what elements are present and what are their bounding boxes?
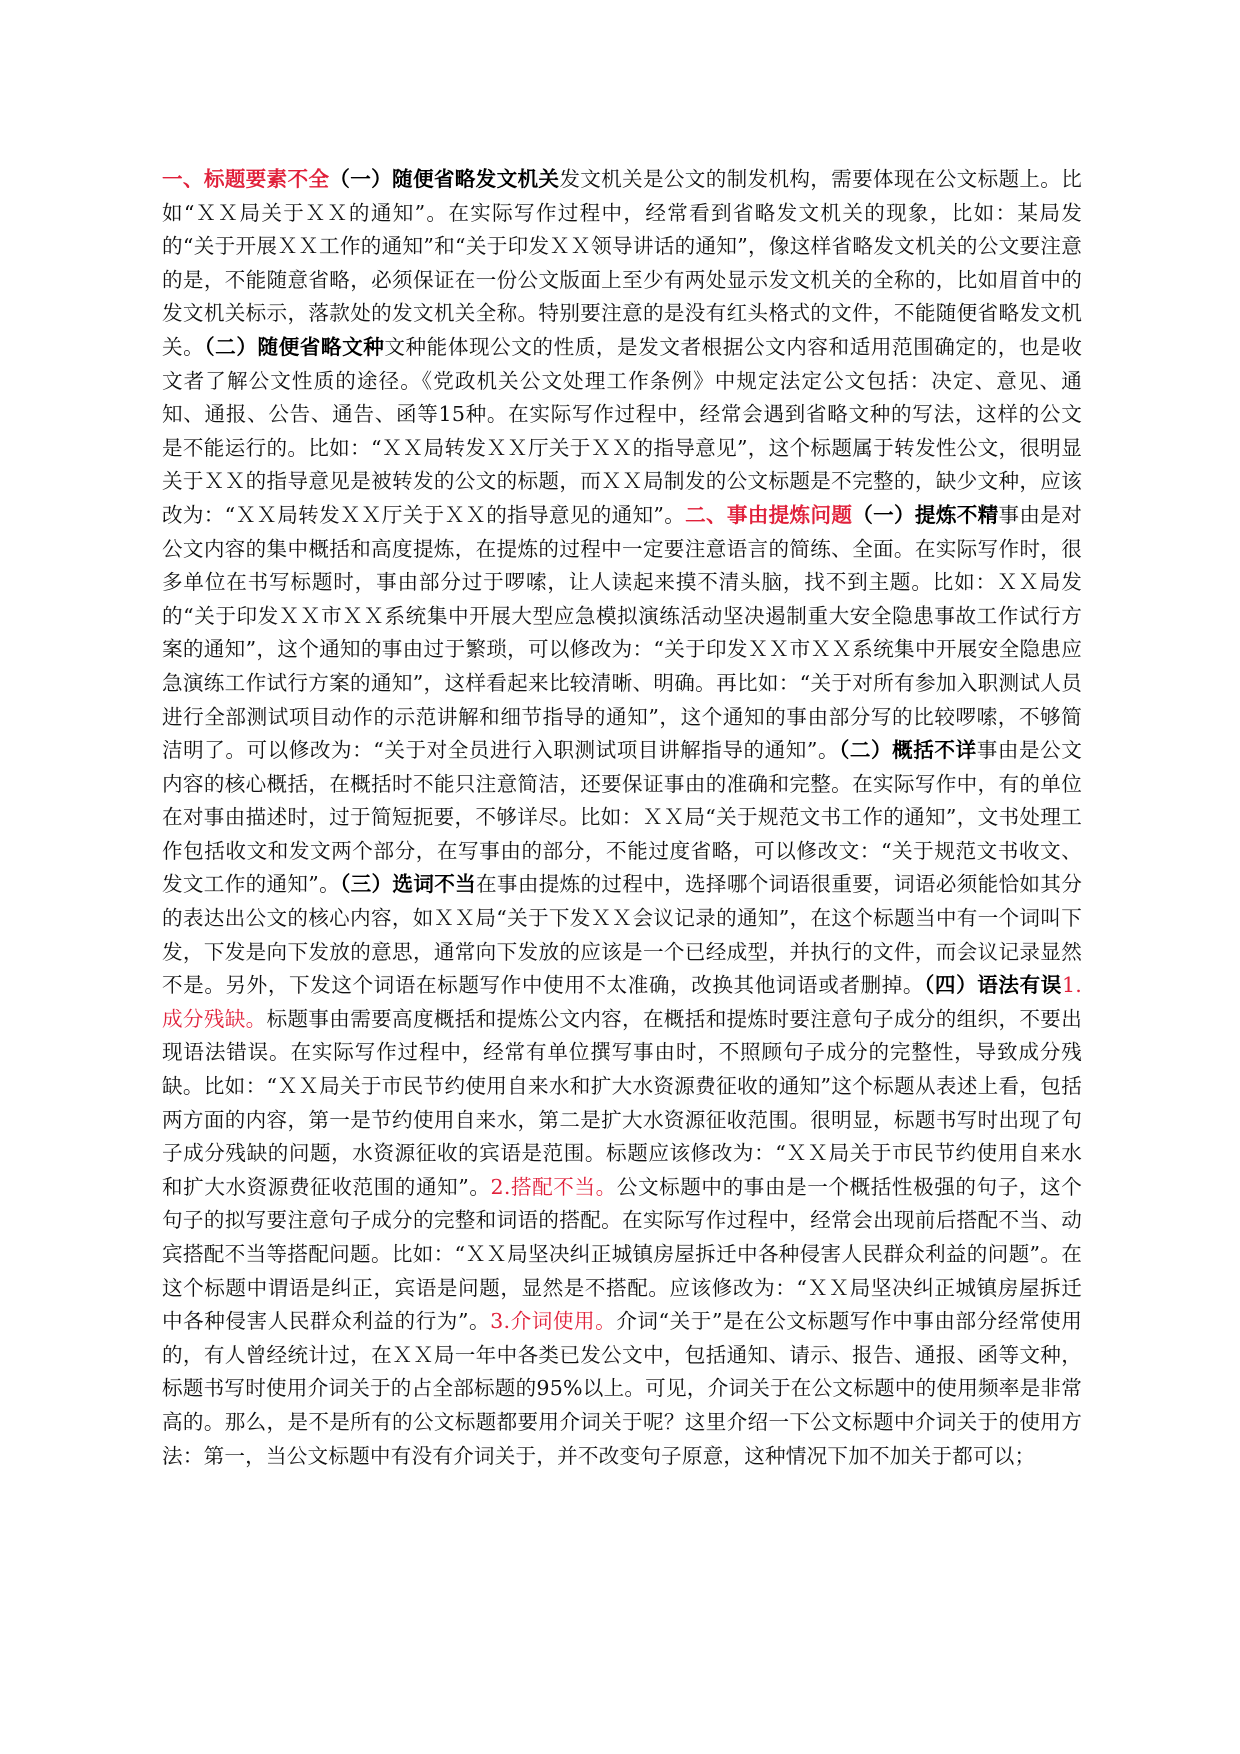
text-segment: 文种能体现公文的性质，是发文者根据公文内容和适用范围确定的，也是收文者了解公文性质的途径。《党政机关公文处理工作条例》中规定法定公文包括：决定、意见、通知、通报、公告、通告、函等15种。在实际写作过程中，经常会遇到省略文种的写法，这样的公文是不能运行的。比如：“ＸＸ局转发ＸＸ厅关于ＸＸ的指导意见”，这个标题属于转发性公文，很明显关于ＸＸ的指导意见是被转发的公文的标题，而ＸＸ局制发的公文标题是不完整的，缺少文种，应该改为：“ＸＸ局转发ＸＸ厅关于ＸＸ的指导意见的通知”。 <box>162 334 1082 527</box>
text-segment: 标题事由需要高度概括和提炼公文内容，在概括和提炼时要注意句子成分的组织，不要出现语法错误。在实际写作过程中，经常有单位撰写事由时，不照顾句子成分的完整性，导致成分残缺。比如：“ＸＸ局关于市民节约使用自来水和扩大水资源费征收的通知”这个标题从表述上看，包括两方面的内容，第一是节约使用自来水，第二是扩大水资源征收范围。很明显，标题书写时出现了句子成分残缺的问题，水资源征收的宾语是范围。标题应该修改为：“ＸＸ局关于市民节约使用自来水和扩大水资源费征收范围的通知”。 <box>162 1006 1083 1199</box>
subheading-2-2: （二）概括不详 <box>839 738 977 763</box>
subheading-2-4: （四）语法有误 <box>924 973 1062 998</box>
text-segment: 发文机关是公文的制发机构，需要体现在公文标题上。比如“ＸＸ局关于ＸＸ的通知”。在实际写作过程中，经常看到省略发文机关的现象，比如：某局发的“关于开展ＸＸ工作的通知”和“关于印发ＸＸ领导讲话的通知”，像这样省略发文机关的公文要注意的是，不能随意省略，必须保证在一份公文版面上至少有两处显示发文机关的全称的，比如眉首中的发文机关标示，落款处的发文机关全称。特别要注意的是没有红头格式的文件，不能随便省略发文机关。 <box>162 167 1082 359</box>
subheading-1-1: （一）随便省略发文机关 <box>329 167 560 191</box>
numbered-item-1: 1.成分残缺。 <box>162 973 1082 1031</box>
text-segment: 介词“关于”是在公文标题写作中事由部分经常使用的，有人曾经统计过，在ＸＸ局一年中各类已发公文中，包括通知、请示、报告、通报、函等文种，标题书写时使用介词关于的占全部标题的95%以上。可见，介词关于在公文标题中的使用频率是非常高的。那么，是不是所有的公文标题都要用介词关于呢？这里介绍一下公文标题中介词关于的使用方法：第一，当公文标题中有没有介词关于，并不改变句子原意，这种情况下加不加关于都可以； <box>162 1309 1082 1468</box>
numbered-item-3: 3.介词使用。 <box>490 1309 617 1334</box>
numbered-item-2: 2.搭配不当。 <box>490 1174 617 1199</box>
subheading-2-3: （三）选词不当 <box>340 872 477 897</box>
text-segment: 公文标题中的事由是一个概括性极强的句子，这个句子的拟写要注意句子成分的完整和词语的搭配。在实际写作过程中，经常会出现前后搭配不当、动宾搭配不当等搭配问题。比如：“ＸＸ局坚决纠正城镇房屋拆迁中各种侵害人民群众利益的问题”。在这个标题中谓语是纠正，宾语是问题，显然是不搭配。应该修改为：“ＸＸ局坚决纠正城镇房屋拆迁中各种侵害人民群众利益的行为”。 <box>162 1174 1082 1334</box>
section-heading-1: 一、标题要素不全 <box>162 167 330 191</box>
text-segment: 在事由提炼的过程中，选择哪个词语很重要，词语必须能恰如其分的表达出公文的核心内容，如ＸＸ局“关于下发ＸＸ会议记录的通知”，在这个标题当中有一个词叫下发，下发是向下发放的意思，通常向下发放的应该是一个已经成型，并执行的文件，而会议记录显然不是。另外，下发这个词语在标题写作中使用不太准确，改换其他词语或者删掉。 <box>162 872 1082 998</box>
text-segment: 事由是对公文内容的集中概括和高度提炼，在提炼的过程中一定要注意语言的简练、全面。在实际写作时，很多单位在书写标题时，事由部分过于啰嗦，让人读起来摸不清头脑，找不到主题。比如：ＸＸ局发的“关于印发ＸＸ市ＸＸ系统集中开展大型应急模拟演练活动坚决遏制重大安全隐患事故工作试行方案的通知”，这个通知的事由过于繁琐，可以修改为：“关于印发ＸＸ市ＸＸ系统集中开展安全隐患应急演练工作试行方案的通知”，这样看起来比较清晰、明确。再比如：“关于对所有参加入职测试人员进行全部测试项目动作的示范讲解和细节指导的通知”，这个通知的事由部分写的比较啰嗦，不够简洁明了。可以修改为：“关于对全员进行入职测试项目讲解指导的通知”。 <box>162 502 1082 763</box>
subheading-2-1: （一）提炼不精 <box>852 502 999 527</box>
subheading-1-2: （二）随便省略文种 <box>204 334 385 359</box>
body-paragraph <box>162 163 1082 1473</box>
text-segment: 事由是公文内容的核心概括，在概括时不能只注意简洁，还要保证事由的准确和完整。在实际写作中，有的单位在对事由描述时，过于简短扼要，不够详尽。比如：ＸＸ局“关于规范文书工作的通知”，文书处理工作包括收文和发文两个部分，在写事由的部分，不能过度省略，可以修改文：“关于规范文书收文、发文工作的通知”。 <box>162 738 1083 897</box>
section-heading-2: 二、事由提炼问题 <box>685 502 853 527</box>
